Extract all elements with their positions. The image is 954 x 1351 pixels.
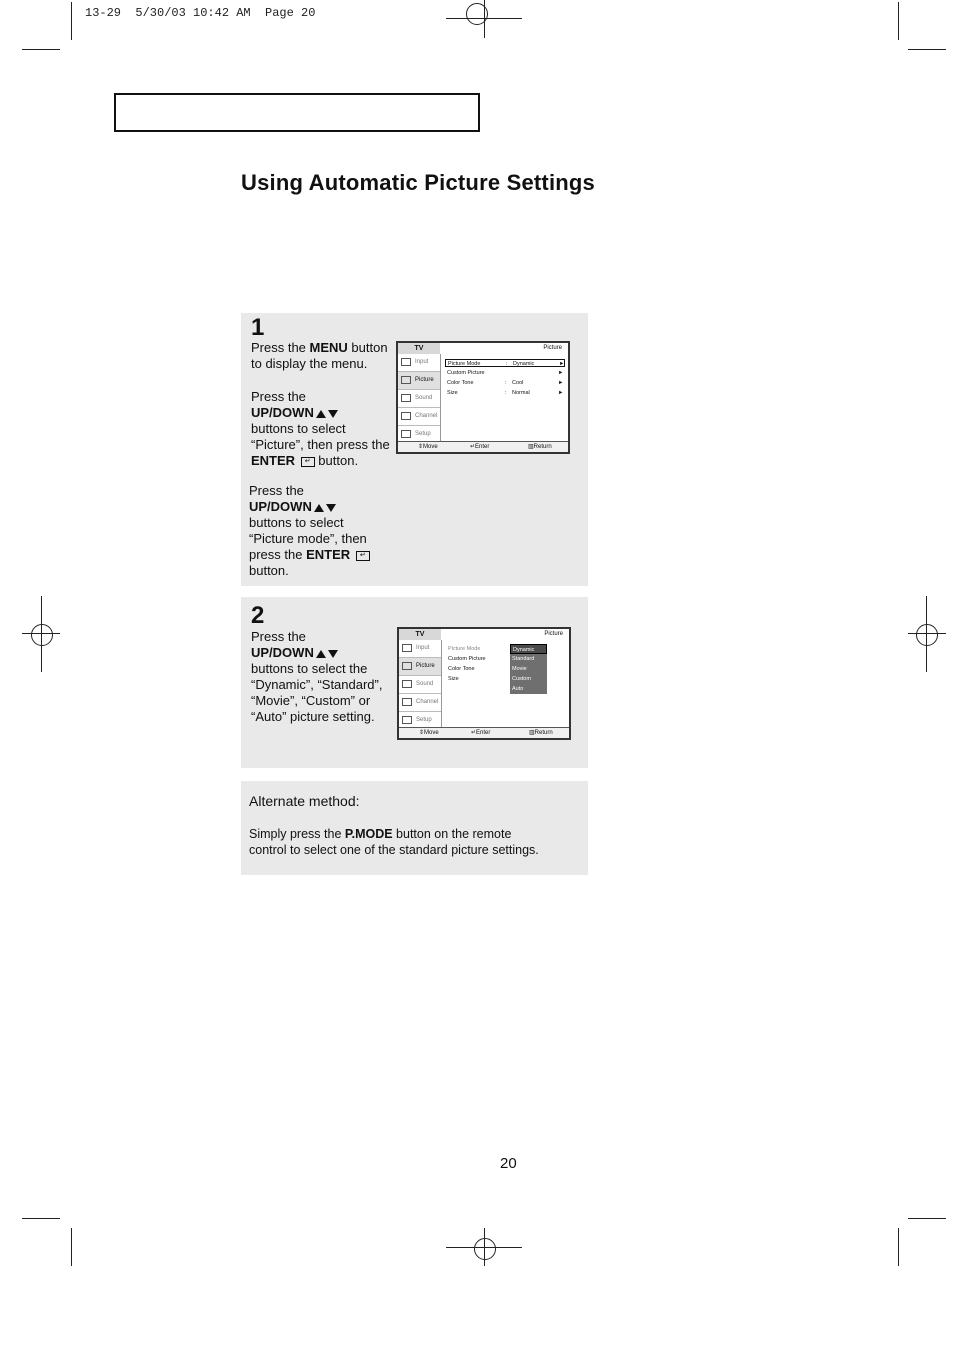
- text: button: [347, 340, 388, 355]
- osd-top-bar: [399, 629, 569, 640]
- osd-item-channel: [399, 694, 441, 712]
- arrow-right-icon: ►: [558, 380, 564, 386]
- step-1-text-a: [251, 340, 396, 372]
- crop-mark: [22, 49, 60, 50]
- crop-mark: [908, 633, 946, 634]
- osd-row-size: [445, 389, 565, 397]
- alternate-text: [249, 826, 579, 858]
- text: buttons to select the: [251, 661, 368, 676]
- enter-label: ENTER: [306, 547, 351, 562]
- osd-row-custom-picture: [446, 655, 506, 663]
- speaker-icon: [401, 394, 411, 402]
- return-label: Return: [534, 730, 553, 736]
- setup-icon: [401, 430, 411, 438]
- osd-item-label: Channel: [416, 699, 439, 705]
- picture-icon: [401, 376, 411, 384]
- chapter-box: [114, 93, 480, 132]
- step-number: 1: [251, 314, 265, 341]
- osd-item-label: Picture: [415, 377, 434, 383]
- row-colon: :: [505, 390, 507, 396]
- row-label: Picture Mode: [448, 361, 481, 367]
- row-label: Custom Picture: [448, 656, 486, 662]
- osd-sidebar: [398, 354, 441, 442]
- page-title: Using Automatic Picture Settings: [241, 170, 595, 195]
- text: Press the: [251, 389, 306, 404]
- crop-mark: [898, 2, 899, 40]
- crop-mark: [22, 1218, 60, 1219]
- input-icon: [402, 644, 412, 652]
- crop-mark: [484, 1228, 485, 1266]
- text: control to select one of the standard picture settings.: [249, 843, 539, 857]
- osd-row-picture-mode: [445, 359, 565, 367]
- text: button.: [314, 453, 359, 468]
- osd-row-color-tone: [446, 665, 506, 673]
- text: buttons to select: [251, 421, 346, 436]
- osd-top-bar: [398, 343, 568, 354]
- text: buttons to select: [249, 515, 344, 530]
- tv-menu-screen-dropdown: [397, 627, 571, 740]
- dropdown-option[interactable]: Custom: [512, 676, 531, 682]
- registration-mark: [474, 1238, 496, 1260]
- osd-item-sound: [399, 676, 441, 694]
- print-header: 13-29 5/30/03 10:42 AM Page 20: [85, 6, 316, 20]
- osd-item-label: Setup: [416, 717, 432, 723]
- down-arrow-icon: [328, 650, 338, 658]
- row-value: Dynamic: [513, 361, 535, 367]
- crop-mark: [484, 0, 485, 38]
- text: “Movie”, “Custom” or: [251, 693, 371, 708]
- osd-item-label: Channel: [415, 413, 438, 419]
- osd-row-custom-picture: [445, 369, 565, 377]
- osd-tv-label: TV: [399, 629, 441, 640]
- step-1-text-b: [251, 389, 396, 469]
- row-colon: :: [506, 361, 508, 367]
- osd-item-picture: [399, 658, 441, 676]
- updown-label: UP/DOWN: [251, 645, 314, 660]
- registration-mark: [916, 624, 938, 646]
- pmode-label: P.MODE: [344, 827, 393, 841]
- move-label: Move: [424, 730, 439, 736]
- osd-item-label: Input: [416, 645, 430, 651]
- antenna-icon: [401, 412, 411, 420]
- input-icon: [401, 358, 411, 366]
- crop-mark: [908, 1218, 946, 1219]
- step-2-text: [251, 629, 396, 725]
- text: “Auto” picture setting.: [251, 709, 375, 724]
- enter-label: ENTER: [251, 453, 296, 468]
- osd-item-picture: [398, 372, 440, 390]
- enter-hint: ↵ Enter: [470, 444, 490, 450]
- osd-menu-title: Picture: [544, 631, 563, 637]
- osd-menu-title: Picture: [543, 345, 562, 351]
- alternate-heading: Alternate method:: [249, 793, 360, 809]
- dropdown-option[interactable]: Movie: [512, 666, 527, 672]
- step-number: 2: [251, 602, 265, 629]
- tv-menu-screen: [396, 341, 570, 454]
- crop-mark: [22, 633, 60, 634]
- osd-footer: [398, 441, 568, 452]
- setup-icon: [402, 716, 412, 724]
- text: “Picture”, then press the: [251, 437, 390, 452]
- osd-item-input: [398, 354, 440, 372]
- crop-mark: [41, 596, 42, 672]
- enter-label: Enter: [476, 730, 491, 736]
- row-label: Color Tone: [447, 380, 474, 386]
- arrow-right-icon: ►: [558, 370, 564, 376]
- dropdown-option[interactable]: Auto: [512, 686, 524, 692]
- osd-sidebar: [399, 640, 442, 728]
- arrow-right-icon: ►: [558, 390, 564, 396]
- up-arrow-icon: [316, 410, 326, 418]
- text: “Dynamic”, “Standard”,: [251, 677, 383, 692]
- crop-mark: [926, 596, 927, 672]
- row-label: Color Tone: [448, 666, 475, 672]
- down-arrow-icon: [326, 504, 336, 512]
- text: Press the: [251, 629, 306, 644]
- row-label: Size: [448, 676, 459, 682]
- row-label: Size: [447, 390, 458, 396]
- row-label: Picture Mode: [448, 646, 481, 652]
- osd-item-channel: [398, 408, 440, 426]
- crop-mark: [71, 2, 72, 40]
- osd-item-label: Sound: [415, 395, 433, 401]
- osd-item-sound: [398, 390, 440, 408]
- enter-icon: ↵: [356, 551, 370, 561]
- down-arrow-icon: [328, 410, 338, 418]
- osd-item-label: Setup: [415, 431, 431, 437]
- updown-label: UP/DOWN: [251, 405, 314, 420]
- up-arrow-icon: [314, 504, 324, 512]
- arrow-right-icon: ►: [559, 361, 565, 367]
- osd-item-label: Input: [415, 359, 429, 365]
- text: Simply press the: [249, 827, 345, 841]
- osd-item-label: Sound: [416, 681, 434, 687]
- text: press the: [249, 547, 307, 562]
- text: “Picture mode”, then: [249, 531, 367, 546]
- text: Press the: [251, 340, 310, 355]
- enter-label: Enter: [475, 444, 490, 450]
- row-label: Custom Picture: [447, 370, 485, 376]
- menu-label: MENU: [309, 340, 348, 355]
- step-1-text-c: [249, 483, 394, 579]
- dropdown-option[interactable]: Standard: [512, 656, 535, 662]
- speaker-icon: [402, 680, 412, 688]
- enter-icon: ↵: [301, 457, 315, 467]
- page-number: 20: [500, 1155, 517, 1172]
- crop-mark: [898, 1228, 899, 1266]
- return-hint: ▥ Return: [529, 730, 553, 736]
- registration-mark: [31, 624, 53, 646]
- text: button.: [249, 563, 289, 578]
- row-colon: :: [505, 380, 507, 386]
- osd-item-input: [399, 640, 441, 658]
- osd-item-label: Picture: [416, 663, 435, 669]
- move-hint: ⇕ Move: [419, 730, 439, 736]
- crop-mark: [908, 49, 946, 50]
- move-hint: ⇕ Move: [418, 444, 438, 450]
- row-value: Cool: [512, 380, 524, 386]
- osd-row-color-tone: [445, 379, 565, 387]
- row-value: Normal: [512, 390, 530, 396]
- updown-label: UP/DOWN: [249, 499, 312, 514]
- text: to display the menu.: [251, 356, 368, 371]
- enter-hint: ↵ Enter: [471, 730, 491, 736]
- antenna-icon: [402, 698, 412, 706]
- picture-icon: [402, 662, 412, 670]
- osd-row-size: [446, 675, 506, 683]
- dropdown-option[interactable]: Dynamic: [510, 644, 547, 654]
- osd-footer: [399, 727, 569, 738]
- text: button on the remote: [392, 827, 512, 841]
- osd-row-picture-mode: [446, 645, 506, 653]
- return-hint: ▥ Return: [528, 444, 552, 450]
- osd-tv-label: TV: [398, 343, 440, 354]
- text: Press the: [249, 483, 304, 498]
- picture-mode-dropdown: [510, 644, 547, 694]
- move-label: Move: [423, 444, 438, 450]
- return-label: Return: [533, 444, 552, 450]
- up-arrow-icon: [316, 650, 326, 658]
- crop-mark: [71, 1228, 72, 1266]
